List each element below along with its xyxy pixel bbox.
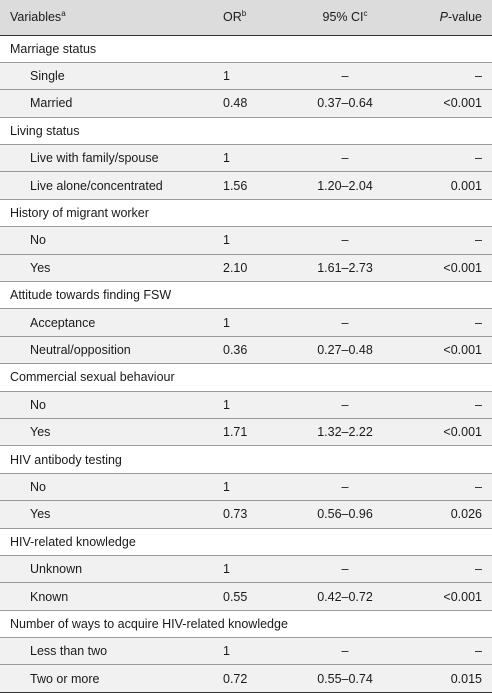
row-label: No — [0, 391, 217, 418]
group-header-row — [0, 282, 492, 309]
table-row — [0, 583, 492, 610]
table-row — [0, 254, 492, 281]
group-title: Attitude towards finding FSW — [0, 282, 492, 309]
confidence-interval-cell: 1.32–2.22 — [294, 418, 396, 445]
odds-ratio-cell: 0.72 — [217, 665, 294, 692]
p-value-cell: – — [396, 638, 492, 665]
group-header-row — [0, 35, 492, 62]
table-row — [0, 638, 492, 665]
group-header-row — [0, 117, 492, 144]
group-title: Marriage status — [0, 35, 492, 62]
confidence-interval-cell: – — [294, 473, 396, 500]
odds-ratio-cell: 1 — [217, 227, 294, 254]
odds-ratio-cell: 0.55 — [217, 583, 294, 610]
row-label: Known — [0, 583, 217, 610]
header-variables: Variables$^a$ — [0, 0, 217, 35]
confidence-interval-cell: 0.55–0.74 — [294, 665, 396, 692]
p-value-cell: – — [396, 555, 492, 582]
confidence-interval-cell: – — [294, 62, 396, 89]
header-or: $OR^b$ — [217, 0, 294, 35]
odds-ratio-cell: 0.48 — [217, 90, 294, 117]
group-title: HIV-related knowledge — [0, 528, 492, 555]
row-label: No — [0, 227, 217, 254]
p-value-cell: <0.001 — [396, 254, 492, 281]
table-row — [0, 90, 492, 117]
row-label: No — [0, 473, 217, 500]
table-body — [0, 35, 492, 692]
table-row — [0, 473, 492, 500]
table-row — [0, 501, 492, 528]
row-label: Single — [0, 62, 217, 89]
p-value-cell: 0.015 — [396, 665, 492, 692]
group-title: HIV antibody testing — [0, 446, 492, 473]
odds-ratio-cell: 1 — [217, 473, 294, 500]
confidence-interval-cell: 1.61–2.73 — [294, 254, 396, 281]
group-header-row — [0, 199, 492, 226]
table-row — [0, 172, 492, 199]
odds-ratio-cell: 1 — [217, 309, 294, 336]
row-label: Yes — [0, 418, 217, 445]
odds-ratio-cell: 1.71 — [217, 418, 294, 445]
confidence-interval-cell: 0.37–0.64 — [294, 90, 396, 117]
confidence-interval-cell: 1.20–2.04 — [294, 172, 396, 199]
confidence-interval-cell: – — [294, 555, 396, 582]
header-p-value: P-value — [396, 0, 492, 35]
odds-ratio-cell: 1 — [217, 145, 294, 172]
p-value-cell: 0.026 — [396, 501, 492, 528]
confidence-interval-cell: – — [294, 227, 396, 254]
table-row — [0, 227, 492, 254]
table-row — [0, 336, 492, 363]
p-value-cell: <0.001 — [396, 90, 492, 117]
p-value-cell: – — [396, 473, 492, 500]
group-header-row — [0, 446, 492, 473]
odds-ratio-cell: 1 — [217, 62, 294, 89]
p-value-cell: <0.001 — [396, 418, 492, 445]
row-label: Yes — [0, 501, 217, 528]
confidence-interval-cell: 0.42–0.72 — [294, 583, 396, 610]
odds-ratio-cell: 2.10 — [217, 254, 294, 281]
group-title: Commercial sexual behaviour — [0, 364, 492, 391]
confidence-interval-cell: – — [294, 145, 396, 172]
row-label: Neutral/opposition — [0, 336, 217, 363]
row-label: Two or more — [0, 665, 217, 692]
group-header-row — [0, 610, 492, 637]
confidence-interval-cell: – — [294, 391, 396, 418]
row-label: Acceptance — [0, 309, 217, 336]
group-title: Living status — [0, 117, 492, 144]
p-value-cell: 0.001 — [396, 172, 492, 199]
odds-ratio-cell: 0.73 — [217, 501, 294, 528]
table-row — [0, 309, 492, 336]
row-label: Married — [0, 90, 217, 117]
table-row — [0, 62, 492, 89]
confidence-interval-cell: – — [294, 638, 396, 665]
table-row — [0, 418, 492, 445]
odds-ratio-cell: 1.56 — [217, 172, 294, 199]
group-header-row — [0, 528, 492, 555]
p-value-cell: – — [396, 227, 492, 254]
group-title: Number of ways to acquire HIV-related knowledge — [0, 610, 492, 637]
confidence-interval-cell: – — [294, 309, 396, 336]
group-title: History of migrant worker — [0, 199, 492, 226]
row-label: Less than two — [0, 638, 217, 665]
p-value-cell: <0.001 — [396, 336, 492, 363]
header-ci: 95% $CI^c$ — [294, 0, 396, 35]
confidence-interval-cell: 0.56–0.96 — [294, 501, 396, 528]
table-header-row — [0, 0, 492, 35]
p-value-cell: – — [396, 391, 492, 418]
odds-ratio-cell: 1 — [217, 391, 294, 418]
odds-ratio-cell: 0.36 — [217, 336, 294, 363]
table-row — [0, 555, 492, 582]
p-value-cell: – — [396, 309, 492, 336]
group-header-row — [0, 364, 492, 391]
odds-ratio-cell: 1 — [217, 555, 294, 582]
row-label: Unknown — [0, 555, 217, 582]
row-label: Live with family/spouse — [0, 145, 217, 172]
p-value-cell: – — [396, 62, 492, 89]
table-row — [0, 665, 492, 692]
odds-ratio-cell: 1 — [217, 638, 294, 665]
row-label: Yes — [0, 254, 217, 281]
p-value-cell: – — [396, 145, 492, 172]
confidence-interval-cell: 0.27–0.48 — [294, 336, 396, 363]
p-value-cell: <0.001 — [396, 583, 492, 610]
table-row — [0, 391, 492, 418]
table-row — [0, 145, 492, 172]
row-label: Live alone/concentrated — [0, 172, 217, 199]
